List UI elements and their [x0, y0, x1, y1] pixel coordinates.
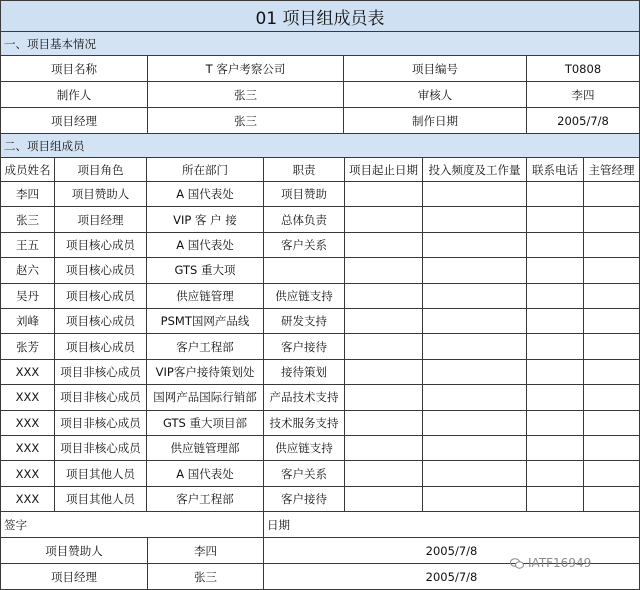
member-cell: 吴丹: [0, 284, 55, 309]
member-cell: [584, 436, 640, 461]
member-cell: XXX: [0, 385, 55, 410]
signature-cell: 项目赞助人: [0, 538, 148, 564]
member-cell: VIP 客 户 接: [147, 207, 264, 232]
member-cell: XXX: [0, 461, 55, 486]
member-cell: 客户接待: [264, 487, 345, 512]
member-cell: 项目赞助人: [55, 182, 147, 207]
member-row: [0, 182, 640, 207]
member-row: [0, 258, 640, 283]
basic-info-cell: 审核人: [344, 82, 527, 108]
member-cell: 项目经理: [55, 207, 147, 232]
member-cell: 项目其他人员: [55, 461, 147, 486]
basic-info-cell: T 客户考察公司: [148, 56, 344, 82]
member-cell: 总体负责: [264, 207, 345, 232]
member-cell: [527, 385, 584, 410]
member-cell: 项目非核心成员: [55, 385, 147, 410]
member-cell: [584, 334, 640, 359]
signature-cell: 项目经理: [0, 564, 148, 590]
member-cell: [527, 487, 584, 512]
member-cell: A 国代表处: [147, 182, 264, 207]
member-cell: [345, 461, 423, 486]
member-cell: 项目非核心成员: [55, 360, 147, 385]
basic-info-cell: 项目经理: [0, 108, 148, 134]
member-cell: XXX: [0, 487, 55, 512]
member-cell: 项目其他人员: [55, 487, 147, 512]
date-label: 日期: [264, 512, 640, 538]
member-cell: 研发支持: [264, 309, 345, 334]
basic-info-cell: 张三: [148, 108, 344, 134]
member-row: [0, 461, 640, 486]
member-cell: [345, 309, 423, 334]
section1-row: [0, 32, 640, 56]
member-cell: 国网产品国际行销部: [147, 385, 264, 410]
member-column-header: 投入频度及工作量: [423, 158, 527, 182]
member-cell: [584, 461, 640, 486]
basic-info-cell: 制作人: [0, 82, 148, 108]
member-cell: [423, 258, 527, 283]
member-cell: [527, 207, 584, 232]
member-cell: [345, 436, 423, 461]
member-row: [0, 284, 640, 309]
member-cell: [345, 233, 423, 258]
member-cell: 供应链支持: [264, 436, 345, 461]
member-cell: XXX: [0, 411, 55, 436]
member-cell: [423, 284, 527, 309]
basic-info-row: [0, 56, 640, 82]
member-column-header: 职责: [264, 158, 345, 182]
member-cell: [423, 182, 527, 207]
basic-info-cell: 张三: [148, 82, 344, 108]
member-cell: 客户工程部: [147, 487, 264, 512]
watermark-text: IATF16949: [528, 556, 592, 570]
member-cell: [527, 411, 584, 436]
member-cell: 客户关系: [264, 461, 345, 486]
member-cell: [584, 487, 640, 512]
member-cell: [527, 360, 584, 385]
member-cell: [584, 284, 640, 309]
member-cell: 供应链支持: [264, 284, 345, 309]
member-cell: 客户关系: [264, 233, 345, 258]
basic-info-cell: 项目名称: [0, 56, 148, 82]
member-row: [0, 309, 640, 334]
member-cell: 赵六: [0, 258, 55, 283]
basic-info-row: [0, 82, 640, 108]
section-basic-info: 一、项目基本情况: [0, 32, 640, 56]
member-cell: [264, 258, 345, 283]
member-cell: 产品技术支持: [264, 385, 345, 410]
section2-row: [0, 134, 640, 158]
member-cell: 客户工程部: [147, 334, 264, 359]
member-cell: 技术服务支持: [264, 411, 345, 436]
signature-cell: 2005/7/8: [264, 564, 640, 590]
member-cell: [584, 385, 640, 410]
member-cell: 李四: [0, 182, 55, 207]
basic-info-cell: 项目编号: [344, 56, 527, 82]
member-cell: 项目核心成员: [55, 284, 147, 309]
member-cell: [527, 309, 584, 334]
member-column-header: 联系电话: [527, 158, 584, 182]
member-cell: [423, 436, 527, 461]
member-cell: [345, 385, 423, 410]
sign-label: 签字: [0, 512, 264, 538]
member-cell: GTS 重大项目部: [147, 411, 264, 436]
member-cell: [527, 334, 584, 359]
member-cell: [584, 207, 640, 232]
member-cell: [345, 284, 423, 309]
member-row: [0, 487, 640, 512]
member-cell: [584, 258, 640, 283]
member-column-header: 项目角色: [55, 158, 147, 182]
member-cell: [423, 385, 527, 410]
member-cell: [584, 233, 640, 258]
member-cell: 项目赞助: [264, 182, 345, 207]
member-cell: 接待策划: [264, 360, 345, 385]
signature-cell: 李四: [148, 538, 264, 564]
member-row: [0, 411, 640, 436]
basic-info-cell: T0808: [527, 56, 640, 82]
basic-info-row: [0, 108, 640, 134]
member-cell: [527, 233, 584, 258]
member-cell: [527, 258, 584, 283]
member-cell: 刘峰: [0, 309, 55, 334]
member-cell: PSMT国网产品线: [147, 309, 264, 334]
member-row: [0, 436, 640, 461]
member-row: [0, 207, 640, 232]
member-cell: [423, 334, 527, 359]
member-row: [0, 334, 640, 359]
member-column-header: 项目起止日期: [345, 158, 423, 182]
member-cell: XXX: [0, 436, 55, 461]
wechat-icon: [510, 558, 524, 569]
member-cell: 王五: [0, 233, 55, 258]
member-cell: 项目核心成员: [55, 233, 147, 258]
member-cell: [527, 436, 584, 461]
member-cell: GTS 重大项: [147, 258, 264, 283]
member-cell: [345, 207, 423, 232]
member-cell: 项目核心成员: [55, 334, 147, 359]
member-cell: 张芳: [0, 334, 55, 359]
member-cell: [527, 182, 584, 207]
signature-header-row: [0, 512, 640, 538]
member-cell: [345, 258, 423, 283]
member-cell: 项目非核心成员: [55, 436, 147, 461]
member-cell: [345, 334, 423, 359]
member-cell: [345, 182, 423, 207]
page-title: 01 项目组成员表: [0, 0, 640, 32]
member-cell: 供应链管理部: [147, 436, 264, 461]
member-cell: [584, 309, 640, 334]
member-column-header: 主管经理: [584, 158, 640, 182]
basic-info-cell: 李四: [527, 82, 640, 108]
member-cell: [584, 360, 640, 385]
member-cell: [584, 182, 640, 207]
member-column-header: 所在部门: [147, 158, 264, 182]
watermark: [510, 556, 591, 570]
member-cell: A 国代表处: [147, 233, 264, 258]
member-cell: [423, 233, 527, 258]
member-row: [0, 385, 640, 410]
member-row: [0, 233, 640, 258]
basic-info-cell: 制作日期: [344, 108, 527, 134]
member-cell: A 国代表处: [147, 461, 264, 486]
member-cell: [423, 360, 527, 385]
signature-cell: 张三: [148, 564, 264, 590]
member-cell: [527, 284, 584, 309]
basic-info-cell: 2005/7/8: [527, 108, 640, 134]
member-header-row: [0, 158, 640, 182]
member-cell: 供应链管理: [147, 284, 264, 309]
member-cell: [423, 309, 527, 334]
member-cell: [345, 360, 423, 385]
member-cell: [423, 207, 527, 232]
member-cell: [423, 487, 527, 512]
member-cell: [584, 411, 640, 436]
member-cell: 张三: [0, 207, 55, 232]
member-cell: XXX: [0, 360, 55, 385]
member-cell: [345, 411, 423, 436]
member-cell: 客户接待: [264, 334, 345, 359]
member-cell: [527, 461, 584, 486]
section-members: 二、项目组成员: [0, 134, 640, 158]
signature-cell: 2005/7/8: [264, 538, 640, 564]
member-column-header: 成员姓名: [0, 158, 55, 182]
member-cell: [423, 411, 527, 436]
title-row: [0, 0, 640, 32]
member-cell: VIP客户接待策划处: [147, 360, 264, 385]
member-cell: 项目核心成员: [55, 258, 147, 283]
member-row: [0, 360, 640, 385]
member-cell: 项目核心成员: [55, 309, 147, 334]
member-cell: 项目非核心成员: [55, 411, 147, 436]
member-cell: [423, 461, 527, 486]
member-cell: [345, 487, 423, 512]
